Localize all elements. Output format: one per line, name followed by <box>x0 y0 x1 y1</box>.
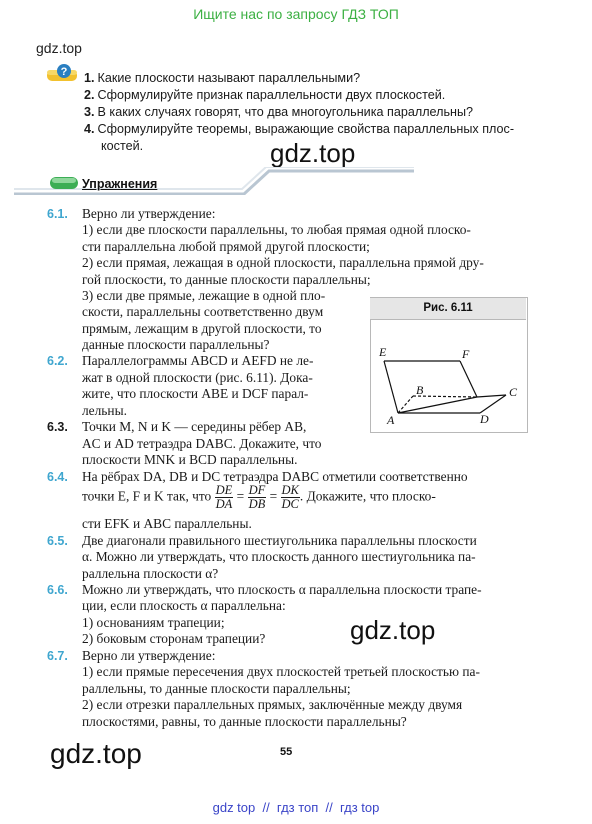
label-c: C <box>509 385 518 399</box>
question-icon <box>46 62 78 84</box>
watermark-big: gdz.top <box>350 615 436 645</box>
exercise-text: Две диагонали правильного шестиугольника параллельны плоскости <box>82 533 477 548</box>
exercise-text: данные плоскости параллельны? <box>82 337 270 352</box>
exercise-number: 6.5. <box>47 534 68 548</box>
question-item: 3. В каких случаях говорят, что два многоугольника параллельны? <box>84 105 474 119</box>
exercise-text: сти EFK и ABC параллельны. <box>82 516 252 531</box>
exercise-number: 6.3. <box>47 420 68 434</box>
exercise-number: 6.1. <box>47 207 68 221</box>
exercise-text: скости, параллельны соответственно двум <box>82 304 324 319</box>
exercise-text: прямым, лежащим в другой плоскости, то <box>82 321 322 336</box>
exercise-text: Верно ли утверждение: <box>82 206 216 221</box>
exercise-text: 2) боковым сторонам трапеции? <box>82 631 266 646</box>
exercise-text: 3) если две прямые, лежащие в одной пло- <box>82 288 326 303</box>
exercise-text: жат в одной плоскости (рис. 6.11). Дока- <box>82 370 313 385</box>
exercise-text: Можно ли утверждать, что плоскость α параллельна плоскости трапе- <box>82 582 482 597</box>
exercise-number: 6.2. <box>47 354 68 368</box>
exercise-text: α. Можно ли утверждать, что плоскость данного шестиугольника па- <box>82 549 476 564</box>
parallelogram-figure <box>370 320 526 430</box>
question-item: 4. Сформулируйте теоремы, выражающие свойства параллельных плос- <box>84 122 515 136</box>
exercise-number: 6.6. <box>47 583 68 597</box>
exercise-text: 2) если прямая, лежащая в одной плоскости, параллельна прямой дру- <box>82 255 484 270</box>
exercises-title: Упражнения <box>82 177 158 191</box>
exercise-formula-line: точки E, F и K так, что $\frac{DE}{DA}$ = $\frac{DF}{DB}$ = $\frac{DK}{DC}$ . Докажите, что плоско- <box>82 483 436 511</box>
exercise-text: ции, если плоскость α параллельна: <box>82 598 286 613</box>
exercise-text: жите, что плоскости ABE и DCF парал- <box>82 386 309 401</box>
label-e: E <box>379 345 387 359</box>
exercise-text: сти параллельна любой прямой другой плоскости; <box>82 239 370 254</box>
exercise-text: 2) если отрезки параллельных прямых, заключённые между двумя <box>82 697 463 712</box>
exercise-text: Точки M, N и K — середины рёбер AB, <box>82 419 307 434</box>
exercise-text: раллельны, то данные плоскости параллельны; <box>82 681 351 696</box>
label-b: B <box>416 383 424 397</box>
exercise-text: 1) если прямые пересечения двух плоскостей третьей плоскостью па- <box>82 664 480 679</box>
exercise-number: 6.4. <box>47 470 68 484</box>
footer-links: gdz top // гдз топ // гдз top <box>212 800 380 815</box>
exercise-number: 6.7. <box>47 649 68 663</box>
exercise-text: 1) если две плоскости параллельны, то любая прямая одной плоско- <box>82 222 471 237</box>
watermark-big: gdz.top <box>270 138 356 168</box>
exercise-text: плоскости MNK и BCD параллельны. <box>82 452 298 467</box>
top-banner: Ищите нас по запросу ГДЗ ТОП <box>193 6 399 22</box>
label-a: A <box>387 413 395 427</box>
question-item: костей. <box>101 139 144 153</box>
exercise-text: На рёбрах DA, DB и DC тетраэдра DABC отметили соответственно <box>82 469 468 484</box>
label-d: D <box>480 412 489 426</box>
exercise-text: раллельна плоскости α? <box>82 566 219 581</box>
fraction-dk-dc: $\frac{DK}{DC}$ <box>281 483 299 511</box>
question-item: 1. Какие плоскости называют параллельными? <box>84 71 361 85</box>
fraction-de-da: $\frac{DE}{DA}$ <box>215 483 233 511</box>
exercises-header-decoration <box>14 167 414 195</box>
page-number: 55 <box>280 746 293 758</box>
watermark-big: gdz.top <box>50 738 142 769</box>
exercise-text: плоскостями, равны, то данные плоскости параллельны? <box>82 714 407 729</box>
question-item: 2. Сформулируйте признак параллельности двух плоскостей. <box>84 88 446 102</box>
label-f: F <box>462 347 470 361</box>
exercise-text: 1) основаниям трапеции; <box>82 615 225 630</box>
exercise-text: AC и AD тетраэдра DABC. Докажите, что <box>82 436 322 451</box>
exercise-text: гой плоскости, то данные плоскости параллельны; <box>82 272 371 287</box>
exercise-text: Параллелограммы ABCD и AEFD не ле- <box>82 353 314 368</box>
fraction-df-db: $\frac{DF}{DB}$ <box>248 483 266 511</box>
svg-text:?: ? <box>60 66 68 78</box>
exercise-text: лельны. <box>82 403 127 418</box>
exercise-text: Верно ли утверждение: <box>82 648 216 663</box>
figure-title: Рис. 6.11 <box>370 298 526 320</box>
watermark-small: gdz.top <box>36 40 82 56</box>
